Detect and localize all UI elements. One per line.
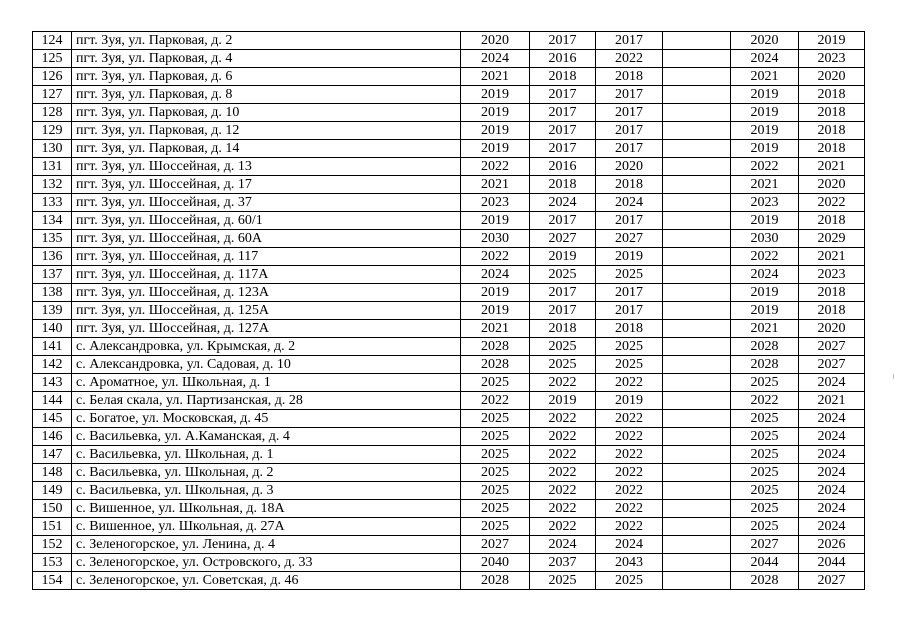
year-cell-6: 2022 xyxy=(799,194,865,212)
year-cell-6: 2021 xyxy=(799,248,865,266)
year-cell-5: 2028 xyxy=(731,356,799,374)
year-cell-1: 2019 xyxy=(461,122,530,140)
year-cell-6: 2029 xyxy=(799,230,865,248)
row-number-cell: 138 xyxy=(33,284,72,302)
year-cell-6: 2018 xyxy=(799,104,865,122)
year-cell-2: 2022 xyxy=(530,464,596,482)
year-cell-3: 2018 xyxy=(596,320,663,338)
year-cell-1: 2022 xyxy=(461,248,530,266)
year-cell-1: 2025 xyxy=(461,410,530,428)
year-cell-1: 2019 xyxy=(461,104,530,122)
year-cell-1: 2020 xyxy=(461,32,530,50)
year-cell-1: 2021 xyxy=(461,68,530,86)
address-cell: с. Богатое, ул. Московская, д. 45 xyxy=(72,410,461,428)
year-cell-5: 2025 xyxy=(731,500,799,518)
year-cell-6: 2026 xyxy=(799,536,865,554)
year-cell-4 xyxy=(663,356,731,374)
year-cell-3: 2017 xyxy=(596,32,663,50)
year-cell-3: 2017 xyxy=(596,86,663,104)
year-cell-1: 2019 xyxy=(461,140,530,158)
table-row xyxy=(33,230,865,248)
year-cell-6: 2024 xyxy=(799,500,865,518)
year-cell-1: 2025 xyxy=(461,518,530,536)
year-cell-6: 2018 xyxy=(799,284,865,302)
year-cell-3: 2027 xyxy=(596,230,663,248)
year-cell-4 xyxy=(663,230,731,248)
address-cell: с. Вишенное, ул. Школьная, д. 18А xyxy=(72,500,461,518)
year-cell-2: 2022 xyxy=(530,374,596,392)
year-cell-6: 2024 xyxy=(799,410,865,428)
year-cell-5: 2028 xyxy=(731,338,799,356)
year-cell-4 xyxy=(663,320,731,338)
year-cell-1: 2019 xyxy=(461,284,530,302)
year-cell-6: 2018 xyxy=(799,212,865,230)
row-number-cell: 152 xyxy=(33,536,72,554)
year-cell-5: 2028 xyxy=(731,572,799,590)
year-cell-2: 2017 xyxy=(530,140,596,158)
year-cell-4 xyxy=(663,446,731,464)
year-cell-2: 2022 xyxy=(530,500,596,518)
row-number-cell: 134 xyxy=(33,212,72,230)
year-cell-6: 2018 xyxy=(799,86,865,104)
year-cell-5: 2022 xyxy=(731,392,799,410)
year-cell-3: 2025 xyxy=(596,356,663,374)
year-cell-3: 2025 xyxy=(596,572,663,590)
row-number-cell: 132 xyxy=(33,176,72,194)
year-cell-6: 2021 xyxy=(799,392,865,410)
scan-artifact xyxy=(893,374,894,379)
address-cell: пгт. Зуя, ул. Шоссейная, д. 60/1 xyxy=(72,212,461,230)
row-number-cell: 150 xyxy=(33,500,72,518)
address-cell: пгт. Зуя, ул. Парковая, д. 8 xyxy=(72,86,461,104)
year-cell-6: 2019 xyxy=(799,32,865,50)
row-number-cell: 145 xyxy=(33,410,72,428)
year-cell-1: 2019 xyxy=(461,86,530,104)
address-cell: пгт. Зуя, ул. Парковая, д. 12 xyxy=(72,122,461,140)
year-cell-6: 2024 xyxy=(799,518,865,536)
table-row xyxy=(33,122,865,140)
year-cell-4 xyxy=(663,464,731,482)
year-cell-2: 2025 xyxy=(530,356,596,374)
year-cell-5: 2030 xyxy=(731,230,799,248)
year-cell-5: 2025 xyxy=(731,464,799,482)
year-cell-1: 2023 xyxy=(461,194,530,212)
year-cell-4 xyxy=(663,248,731,266)
year-cell-4 xyxy=(663,266,731,284)
table-row xyxy=(33,554,865,572)
row-number-cell: 124 xyxy=(33,32,72,50)
year-cell-6: 2018 xyxy=(799,302,865,320)
table-row xyxy=(33,374,865,392)
address-cell: с. Ароматное, ул. Школьная, д. 1 xyxy=(72,374,461,392)
address-cell: пгт. Зуя, ул. Шоссейная, д. 125А xyxy=(72,302,461,320)
table-row xyxy=(33,176,865,194)
row-number-cell: 151 xyxy=(33,518,72,536)
year-cell-2: 2018 xyxy=(530,176,596,194)
year-cell-4 xyxy=(663,338,731,356)
year-cell-2: 2025 xyxy=(530,572,596,590)
year-cell-1: 2025 xyxy=(461,500,530,518)
year-cell-6: 2027 xyxy=(799,338,865,356)
year-cell-2: 2017 xyxy=(530,302,596,320)
year-cell-1: 2021 xyxy=(461,320,530,338)
row-number-cell: 126 xyxy=(33,68,72,86)
year-cell-5: 2020 xyxy=(731,32,799,50)
table-row xyxy=(33,158,865,176)
year-cell-2: 2024 xyxy=(530,194,596,212)
year-cell-2: 2025 xyxy=(530,338,596,356)
year-cell-5: 2044 xyxy=(731,554,799,572)
table-row xyxy=(33,464,865,482)
year-cell-1: 2028 xyxy=(461,572,530,590)
year-cell-1: 2024 xyxy=(461,266,530,284)
year-cell-3: 2019 xyxy=(596,392,663,410)
year-cell-6: 2023 xyxy=(799,50,865,68)
year-cell-6: 2024 xyxy=(799,482,865,500)
year-cell-5: 2019 xyxy=(731,86,799,104)
year-cell-6: 2027 xyxy=(799,356,865,374)
year-cell-4 xyxy=(663,374,731,392)
year-cell-1: 2025 xyxy=(461,464,530,482)
year-cell-1: 2025 xyxy=(461,374,530,392)
year-cell-2: 2016 xyxy=(530,158,596,176)
year-cell-2: 2017 xyxy=(530,86,596,104)
year-cell-6: 2024 xyxy=(799,446,865,464)
address-cell: с. Александровка, ул. Крымская, д. 2 xyxy=(72,338,461,356)
year-cell-4 xyxy=(663,50,731,68)
row-number-cell: 144 xyxy=(33,392,72,410)
row-number-cell: 136 xyxy=(33,248,72,266)
year-cell-2: 2022 xyxy=(530,428,596,446)
year-cell-6: 2020 xyxy=(799,176,865,194)
table-row xyxy=(33,194,865,212)
year-cell-3: 2017 xyxy=(596,104,663,122)
year-cell-3: 2017 xyxy=(596,284,663,302)
year-cell-3: 2017 xyxy=(596,212,663,230)
year-cell-1: 2025 xyxy=(461,428,530,446)
row-number-cell: 141 xyxy=(33,338,72,356)
year-cell-5: 2025 xyxy=(731,518,799,536)
year-cell-3: 2020 xyxy=(596,158,663,176)
year-cell-1: 2019 xyxy=(461,302,530,320)
row-number-cell: 133 xyxy=(33,194,72,212)
table-row xyxy=(33,86,865,104)
year-cell-5: 2025 xyxy=(731,482,799,500)
year-cell-1: 2030 xyxy=(461,230,530,248)
address-cell: пгт. Зуя, ул. Шоссейная, д. 17 xyxy=(72,176,461,194)
row-number-cell: 142 xyxy=(33,356,72,374)
address-cell: пгт. Зуя, ул. Парковая, д. 2 xyxy=(72,32,461,50)
address-cell: пгт. Зуя, ул. Шоссейная, д. 123А xyxy=(72,284,461,302)
year-cell-5: 2025 xyxy=(731,410,799,428)
year-cell-5: 2019 xyxy=(731,122,799,140)
year-cell-4 xyxy=(663,158,731,176)
year-cell-4 xyxy=(663,86,731,104)
year-cell-3: 2018 xyxy=(596,68,663,86)
year-cell-4 xyxy=(663,104,731,122)
year-cell-2: 2018 xyxy=(530,320,596,338)
year-cell-4 xyxy=(663,428,731,446)
address-cell: пгт. Зуя, ул. Парковая, д. 4 xyxy=(72,50,461,68)
year-cell-4 xyxy=(663,410,731,428)
table-row xyxy=(33,248,865,266)
table-row xyxy=(33,338,865,356)
table-row xyxy=(33,392,865,410)
year-cell-6: 2020 xyxy=(799,320,865,338)
year-cell-2: 2017 xyxy=(530,104,596,122)
year-cell-3: 2024 xyxy=(596,194,663,212)
year-cell-1: 2021 xyxy=(461,176,530,194)
year-cell-3: 2018 xyxy=(596,176,663,194)
year-cell-2: 2019 xyxy=(530,248,596,266)
table-row xyxy=(33,104,865,122)
table-row xyxy=(33,500,865,518)
year-cell-2: 2022 xyxy=(530,410,596,428)
year-cell-4 xyxy=(663,122,731,140)
table-body xyxy=(33,32,865,590)
year-cell-3: 2019 xyxy=(596,248,663,266)
year-cell-5: 2023 xyxy=(731,194,799,212)
table-row xyxy=(33,50,865,68)
year-cell-4 xyxy=(663,302,731,320)
address-cell: пгт. Зуя, ул. Парковая, д. 14 xyxy=(72,140,461,158)
year-cell-5: 2019 xyxy=(731,284,799,302)
address-cell: пгт. Зуя, ул. Парковая, д. 10 xyxy=(72,104,461,122)
year-cell-2: 2025 xyxy=(530,266,596,284)
year-cell-3: 2022 xyxy=(596,482,663,500)
address-cell: пгт. Зуя, ул. Парковая, д. 6 xyxy=(72,68,461,86)
year-cell-2: 2017 xyxy=(530,122,596,140)
year-cell-6: 2024 xyxy=(799,428,865,446)
year-cell-6: 2020 xyxy=(799,68,865,86)
year-cell-6: 2021 xyxy=(799,158,865,176)
year-cell-1: 2022 xyxy=(461,392,530,410)
year-cell-5: 2025 xyxy=(731,446,799,464)
year-cell-5: 2027 xyxy=(731,536,799,554)
row-number-cell: 137 xyxy=(33,266,72,284)
row-number-cell: 128 xyxy=(33,104,72,122)
year-cell-5: 2025 xyxy=(731,428,799,446)
table-row xyxy=(33,446,865,464)
row-number-cell: 140 xyxy=(33,320,72,338)
row-number-cell: 146 xyxy=(33,428,72,446)
year-cell-3: 2022 xyxy=(596,428,663,446)
year-cell-2: 2024 xyxy=(530,536,596,554)
row-number-cell: 143 xyxy=(33,374,72,392)
address-cell: пгт. Зуя, ул. Шоссейная, д. 117 xyxy=(72,248,461,266)
year-cell-4 xyxy=(663,482,731,500)
year-cell-5: 2019 xyxy=(731,104,799,122)
year-cell-3: 2022 xyxy=(596,464,663,482)
table-row xyxy=(33,320,865,338)
year-cell-4 xyxy=(663,176,731,194)
table-row xyxy=(33,482,865,500)
year-cell-2: 2027 xyxy=(530,230,596,248)
row-number-cell: 153 xyxy=(33,554,72,572)
address-cell: пгт. Зуя, ул. Шоссейная, д. 127А xyxy=(72,320,461,338)
table-row xyxy=(33,68,865,86)
year-cell-4 xyxy=(663,194,731,212)
address-cell: с. Зеленогорское, ул. Советская, д. 46 xyxy=(72,572,461,590)
row-number-cell: 129 xyxy=(33,122,72,140)
address-cell: с. Васильевка, ул. Школьная, д. 3 xyxy=(72,482,461,500)
year-cell-1: 2024 xyxy=(461,50,530,68)
year-cell-4 xyxy=(663,212,731,230)
table-row xyxy=(33,428,865,446)
year-cell-4 xyxy=(663,500,731,518)
year-cell-6: 2018 xyxy=(799,140,865,158)
year-cell-4 xyxy=(663,284,731,302)
year-cell-3: 2017 xyxy=(596,302,663,320)
year-cell-5: 2022 xyxy=(731,158,799,176)
address-cell: с. Зеленогорское, ул. Островского, д. 33 xyxy=(72,554,461,572)
address-cell: с. Александровка, ул. Садовая, д. 10 xyxy=(72,356,461,374)
year-cell-4 xyxy=(663,536,731,554)
year-cell-6: 2018 xyxy=(799,122,865,140)
address-cell: с. Васильевка, ул. А.Каманская, д. 4 xyxy=(72,428,461,446)
year-cell-6: 2027 xyxy=(799,572,865,590)
year-cell-1: 2040 xyxy=(461,554,530,572)
year-cell-5: 2024 xyxy=(731,50,799,68)
address-cell: пгт. Зуя, ул. Шоссейная, д. 117А xyxy=(72,266,461,284)
row-number-cell: 139 xyxy=(33,302,72,320)
address-cell: с. Васильевка, ул. Школьная, д. 2 xyxy=(72,464,461,482)
year-cell-3: 2025 xyxy=(596,338,663,356)
year-cell-1: 2027 xyxy=(461,536,530,554)
address-cell: пгт. Зуя, ул. Шоссейная, д. 60А xyxy=(72,230,461,248)
year-cell-2: 2022 xyxy=(530,518,596,536)
year-cell-3: 2022 xyxy=(596,446,663,464)
table-row xyxy=(33,356,865,374)
row-number-cell: 131 xyxy=(33,158,72,176)
row-number-cell: 125 xyxy=(33,50,72,68)
year-cell-2: 2017 xyxy=(530,212,596,230)
year-cell-3: 2024 xyxy=(596,536,663,554)
year-cell-6: 2044 xyxy=(799,554,865,572)
address-cell: пгт. Зуя, ул. Шоссейная, д. 13 xyxy=(72,158,461,176)
year-cell-5: 2021 xyxy=(731,320,799,338)
row-number-cell: 127 xyxy=(33,86,72,104)
year-cell-4 xyxy=(663,572,731,590)
table-row xyxy=(33,140,865,158)
year-cell-3: 2022 xyxy=(596,374,663,392)
year-cell-1: 2028 xyxy=(461,338,530,356)
table-row xyxy=(33,284,865,302)
year-cell-2: 2022 xyxy=(530,482,596,500)
year-cell-5: 2019 xyxy=(731,140,799,158)
year-cell-2: 2016 xyxy=(530,50,596,68)
table-row xyxy=(33,572,865,590)
table-row xyxy=(33,410,865,428)
row-number-cell: 147 xyxy=(33,446,72,464)
address-cell: с. Вишенное, ул. Школьная, д. 27А xyxy=(72,518,461,536)
address-cell: пгт. Зуя, ул. Шоссейная, д. 37 xyxy=(72,194,461,212)
year-cell-3: 2022 xyxy=(596,500,663,518)
year-cell-5: 2019 xyxy=(731,302,799,320)
row-number-cell: 135 xyxy=(33,230,72,248)
year-cell-1: 2022 xyxy=(461,158,530,176)
table-row xyxy=(33,518,865,536)
table-row xyxy=(33,32,865,50)
year-cell-4 xyxy=(663,140,731,158)
year-cell-1: 2019 xyxy=(461,212,530,230)
year-cell-5: 2022 xyxy=(731,248,799,266)
year-cell-1: 2028 xyxy=(461,356,530,374)
year-cell-4 xyxy=(663,32,731,50)
year-cell-5: 2024 xyxy=(731,266,799,284)
document-table xyxy=(32,31,865,590)
table-row xyxy=(33,302,865,320)
year-cell-4 xyxy=(663,68,731,86)
year-cell-2: 2037 xyxy=(530,554,596,572)
year-cell-2: 2022 xyxy=(530,446,596,464)
year-cell-6: 2024 xyxy=(799,464,865,482)
row-number-cell: 130 xyxy=(33,140,72,158)
year-cell-3: 2017 xyxy=(596,140,663,158)
year-cell-5: 2025 xyxy=(731,374,799,392)
year-cell-5: 2021 xyxy=(731,68,799,86)
address-cell: с. Белая скала, ул. Партизанская, д. 28 xyxy=(72,392,461,410)
year-cell-3: 2017 xyxy=(596,122,663,140)
year-cell-1: 2025 xyxy=(461,482,530,500)
year-cell-2: 2019 xyxy=(530,392,596,410)
year-cell-5: 2021 xyxy=(731,176,799,194)
address-cell: с. Зеленогорское, ул. Ленина, д. 4 xyxy=(72,536,461,554)
row-number-cell: 149 xyxy=(33,482,72,500)
year-cell-6: 2023 xyxy=(799,266,865,284)
year-cell-2: 2017 xyxy=(530,32,596,50)
row-number-cell: 154 xyxy=(33,572,72,590)
year-cell-2: 2018 xyxy=(530,68,596,86)
year-cell-1: 2025 xyxy=(461,446,530,464)
year-cell-6: 2024 xyxy=(799,374,865,392)
year-cell-2: 2017 xyxy=(530,284,596,302)
year-cell-4 xyxy=(663,518,731,536)
year-cell-4 xyxy=(663,392,731,410)
year-cell-4 xyxy=(663,554,731,572)
year-cell-5: 2019 xyxy=(731,212,799,230)
year-cell-3: 2022 xyxy=(596,518,663,536)
table-row xyxy=(33,536,865,554)
year-cell-3: 2025 xyxy=(596,266,663,284)
table-row xyxy=(33,266,865,284)
year-cell-3: 2043 xyxy=(596,554,663,572)
row-number-cell: 148 xyxy=(33,464,72,482)
address-cell: с. Васильевка, ул. Школьная, д. 1 xyxy=(72,446,461,464)
year-cell-3: 2022 xyxy=(596,410,663,428)
table-row xyxy=(33,212,865,230)
year-cell-3: 2022 xyxy=(596,50,663,68)
